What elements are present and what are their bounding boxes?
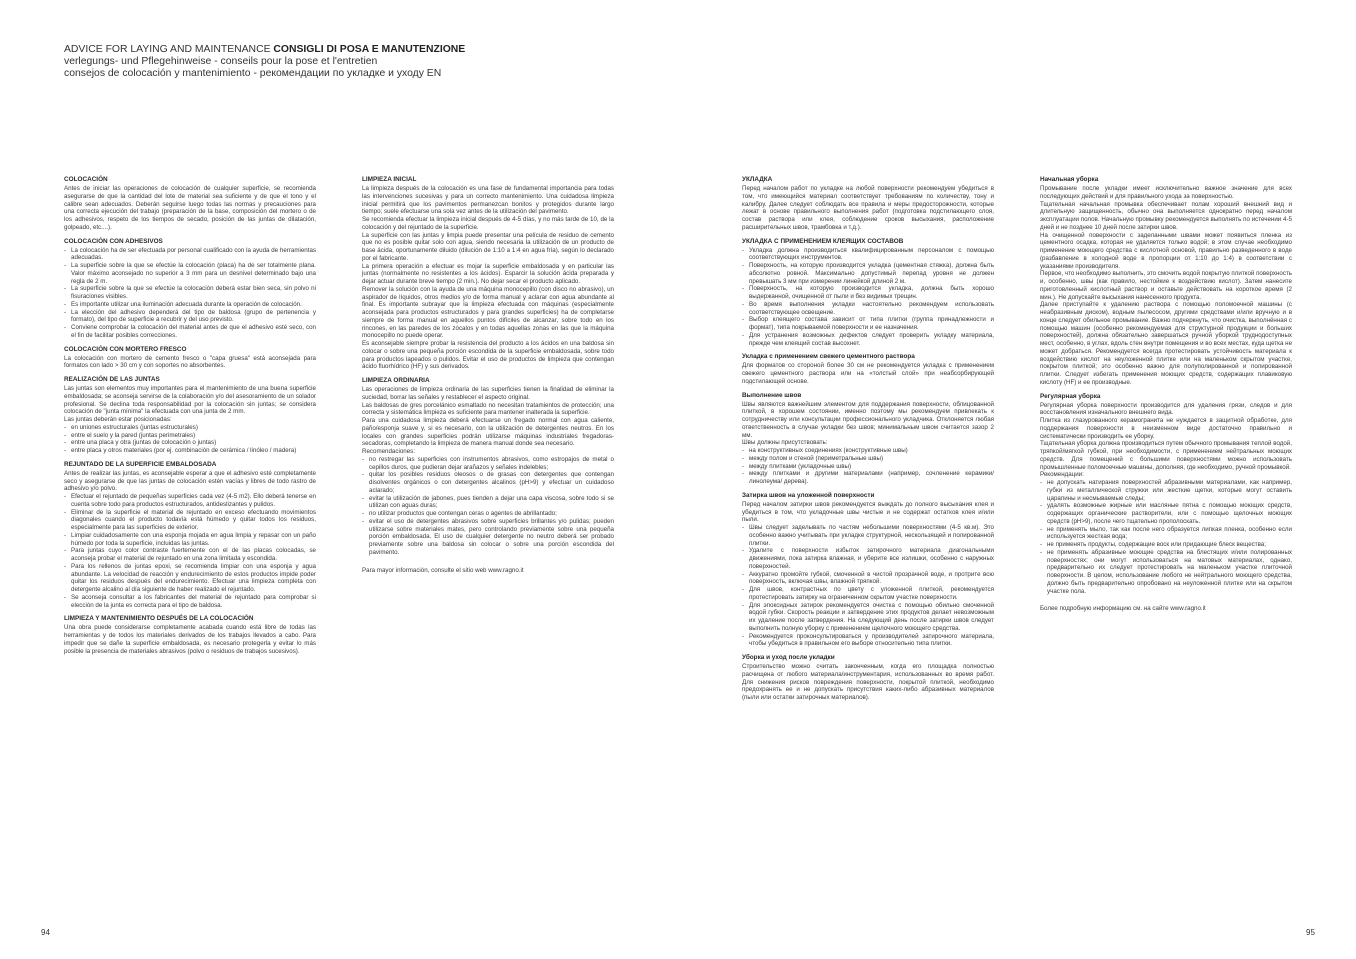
section — [362, 377, 614, 557]
section — [742, 492, 994, 648]
section-paragraph: Швы должны присутствовать: — [742, 439, 828, 447]
section-title: УКЛАДКА — [742, 176, 773, 183]
section-title: УКЛАДКА С ПРИМЕНЕНИЕМ КЛЕЯЩИХ СОСТАВОВ — [742, 237, 904, 245]
section-paragraph: Remover la solución con la ayuda de una máquina monocepillo (con disco no abrasivo), un aspirador de líquidos, otros medios y/o de forma manual y aclarar con agua abundante al final. Es importante subrayar que la limpieza efectuada con máquinas (especialmente aconsejada para productos estructurados y para grandes superficies) ha de completarse siempre de forma manual en aquellos puntos difíciles de alcanzar, sobre todo en los rincones, en las paredes de los zócalos y en todas aquellas zonas en las que la máquina monocepillo no puede operar. — [362, 285, 614, 340]
bullet-list — [742, 447, 994, 486]
bullet-list — [64, 424, 316, 455]
section-paragraph: Para una cuidadosa limpieza deberá efectuarse un fregado normal con agua caliente, paño/esponja suave y, si es necesario, con la utilización de detergentes neutros. En los locales con grandes superficies podrán utilizarse máquinas industriales fregadoras-secadoras, completando la limpieza de manera manual donde sea necesario. — [362, 417, 614, 448]
column-es-left — [64, 176, 316, 661]
bullet-list — [1040, 479, 1292, 595]
section-paragraph: Antes de iniciar las operaciones de colocación de cualquier superficie, se recomienda asegurarse de que la cantidad del lote de material sea suficiente y de que el tono y el calibre sean adecuados. Deberán seguirse luego todas las normas y precauciones para una correcta ejecución del trabajo (preparación de la base, composición del mortero o de los adhesivos, respeto de los tiempos de secado, posición de las juntas de dilatación, golpeado, etc....). — [64, 185, 316, 231]
section-paragraph: Una obra puede considerarse completamente acabada cuando está libre de todas las herramientas y de todos los materiales derivados de los trabajos llevados a cabo. Para impedir que se dañe la superficie embaldosada, es necesario protegerla y evitar lo más posible la presencia de materiales abrasivos (polvo o residuos de trabajos sucesivos). — [64, 624, 316, 655]
section-title: Укладка с применением свежего цементного раствора — [742, 353, 915, 361]
website-note: Более подробную информацию см. на сайте www.ragno.it — [1040, 605, 1206, 613]
list-item: - не применять продукты, содержащие воск или придающие блеск вещества; — [1040, 541, 1292, 549]
section-paragraph: Тщательная уборка должна производиться путем обычного промывания теплой водой, тряпкой/мягкой губкой, при необходимости, с применением нейтральных моющих средств. Для помещений с большими поверхностями можно использовать промышленные поломоечные машины, дополняя, где необходимо, ручной промывкой. — [1040, 440, 1292, 471]
list-item: - La colocación ha de ser efectuada por personal cualificado con la ayuda de herramientas adecuadas. — [64, 247, 316, 263]
list-item: - Efectuar el rejuntado de pequeñas superficies cada vez (4-5 m2). Ello deberá tenerse en cuenta sobre todo para productos estructurados, antideslizantes y pulidos. — [64, 493, 316, 509]
section-paragraph: La colocación con mortero de cemento fresco o "capa gruesa" está aconsejada para formatos con lado > 30 cm y con soportes no absorbentes. — [64, 354, 316, 370]
list-item: - между плитками и другими материалами (например, сочленение керамики/линолеума/ дерева). — [742, 470, 994, 486]
section — [742, 654, 994, 702]
section-paragraph: Es aconsejable siempre probar la resistencia del producto a los ácidos en una baldosa sin colocar o sobre una pequeña porción escondida de la superficie embaldosada, sobre todo para productos lapeados o pulidos. Evitar el uso de productos de limpieza que contengan ácido fluorhídrico (HF) y sus derivados. — [362, 340, 614, 371]
section-title: Выполнение швов — [742, 391, 802, 399]
list-item: - Для устранения возможных дефектов следует проверить укладку материала, прежде чем клеящий состав высохнет. — [742, 332, 994, 348]
header-subtitle-es-ru: consejos de colocación y mantenimiento - рекомендации по укладке и уходу EN — [64, 68, 442, 79]
list-item: - между плитками (укладочные швы) — [742, 463, 994, 471]
section-paragraph: Швы являются важнейшим элементом для поддержания поверхности, облицованной плиткой, в хорошем состоянии, именно поэтому мы рекомендуем привлекать к сотрудничеству или консультации профессионального укладчика. Отклоняется любая ответственность в случае укладки без швов; минимальным швом считается зазор 2 мм. — [742, 400, 994, 439]
section — [742, 353, 994, 385]
section-paragraph: На очищенной поверхности с заделанными швами может появиться пленка из цементного осадка, которая не удаляется только водой; в этом случае необходимо применение моющего средства с кислотной основой, правильно разведенного в воде (разбавление в холодной воде в пропорции от 1:10 до 1:4) в соответствии с указаниями производителя. — [1040, 231, 1292, 270]
list-item: - Eliminar de la superficie el material de rejuntado en exceso efectuando movimientos diagonales cuando el producto todavía está húmedo y quitar todos los residuos, especialmente para las superficies de exterior. — [64, 509, 316, 532]
section-paragraph: Для форматов со стороной более 30 см не рекомендуется укладка с применением свежего цементного раствора или на «толстый слой» при неабсорбирующей подстилающей основе. — [742, 362, 994, 385]
section — [742, 176, 994, 232]
section — [64, 615, 316, 655]
list-item: - на конструктивных соединениях (конструктивные швы) — [742, 447, 994, 455]
list-item: - Для эпоксидных затирок рекомендуется очистка с помощью обильно смоченной водой губки. Скорость реакции и затвердение этих продуктов делает невозможным их удаление после затвердения. На следующий день после затирки швов следует выполнить полную уборку с применением щелочного моющего средства. — [742, 602, 994, 633]
list-item: - Укладка должна производиться квалифицированным персоналом с помощью соответствующих инструментов. — [742, 247, 994, 263]
section-title: REALIZACIÓN DE LAS JUNTAS — [64, 376, 160, 383]
section-paragraph: La superficie con las juntas y limpia puede presentar una película de residuo de cemento que no es posible quitar solo con agua, siendo necesaria la utilización de un producto de base ácida, oportunamente diluido (dilución de 1:10 a 1:4 en agua fría), según lo declarado por el fabricante. — [362, 231, 614, 262]
column-ru-left — [742, 176, 994, 708]
list-item: - no utilizar productos que contengan ceras o agentes de abrillantado; — [362, 510, 614, 518]
document-header — [64, 44, 764, 80]
section-paragraph: Плитка из глазурованного керамогранита не нуждается в защитной обработке, для поддержания поверхности в неизменном виде достаточно правильно и систематически производить ее уборку. — [1040, 417, 1292, 440]
list-item: - Выбор клеящего состава зависит от типа плитки (группа принадлежности и формат), типа покрываемой поверхности и ее назначения. — [742, 316, 994, 332]
section-paragraph: Recomendaciones: — [362, 448, 415, 455]
list-item: - evitar la utilización de jabones, pues tienden a dejar una capa viscosa, sobre todo si se utilizan con aguas duras; — [362, 495, 614, 511]
section-paragraph: Первое, что необходимо выполнить, это смочить водой покрытую плиткой поверхность и, особенно, швы (как правило, нестойкие к воздействию кислот). Затем нанесите приготовленный кислотный раствор и оставьте действовать на короткое время (2 мин.). Не допускайте высыхания нанесенного продукта. — [1040, 270, 1292, 301]
list-item: - Поверхность, на которую производится укладка, должна быть хорошо выдержанной, очищенной от пыли и без видимых трещин. — [742, 285, 994, 301]
list-item: - не применять мыло, так как после него образуется липкая пленка, особенно если используется жесткая вода; — [1040, 526, 1292, 542]
bullet-list — [64, 247, 316, 340]
header-title — [64, 44, 764, 56]
list-item: - не применять абразивные моющие средства на блестящих и/или полированных поверхностях; они могут использоваться на матовых материалах, однако, предварительно их следует протестировать на маленьком участке плиточной поверхности. В целом, использование любого не нейтрального моющего средства, должно быть предварительно опробовано на неуложенной плитке или на скрытом участке пола. — [1040, 549, 1292, 596]
section — [64, 461, 316, 610]
section — [1040, 393, 1292, 596]
section-paragraph: Antes de realizar las juntas, es aconsejable esperar a que el adhesivo esté completamente seco y asegurarse de que las juntas de colocación estén vacías y libres de todo rastro de adhesivo y/o polvo. — [64, 469, 316, 493]
section-title: COLOCACIÓN CON MORTERO FRESCO — [64, 345, 187, 353]
section-paragraph: Las baldosas de gres porcelánico esmaltado no necesitan tratamientos de protección; una correcta y sistemática limpieza es suficiente para mantener inalterada la superficie. — [362, 401, 614, 417]
list-item: - Para juntas cuyo color contraste fuertemente con el de las placas colocadas, se aconseja probar el material de rejuntado en una zona limitada y escondida. — [64, 547, 316, 563]
section — [64, 376, 316, 455]
header-title-plain: ADVICE FOR LAYING AND MAINTENANCE — [64, 44, 274, 55]
list-item: - Для швов, контрастных по цвету с уложенной плиткой, рекомендуется протестировать затирку на ограниченном скрытом участке поверхности. — [742, 586, 994, 602]
list-item: - Удалите с поверхности избыток затирочного материала диагональными движениями, пока затирка влажная, и уберите все излишки, особенно с наружных поверхностей. — [742, 547, 994, 570]
list-item: - Para los rellenos de juntas epoxi, se recomienda limpiar con una esponja y agua abundante. La velocidad de reacción y endurecimiento de estos productos impide poder quitar los residuos después del endurecimiento. Efectuar una limpieza completa con detergente alcalino al día siguiente de haber realizado el rejuntado. — [64, 563, 316, 594]
list-item: - Es importante utilizar una iluminación adecuada durante la operación de colocación. — [64, 301, 316, 309]
section-paragraph: Las operaciones de limpieza ordinaria de las superficies tienen la finalidad de eliminar la suciedad, borrar las señales y restablecer el aspecto original. — [362, 386, 614, 401]
section-paragraph: Las juntas son elementos muy importantes para el mantenimiento de una buena superficie embaldosada; se aconseja servirse de la colaboración y/o del asesoramiento de un solador profesional. Se declina toda responsabilidad por la colocación sin juntas; se considera colocación de "junta mínima" la efectuada con una junta de 2 mm. — [64, 385, 316, 416]
column-es-right — [362, 176, 614, 574]
bullet-list — [64, 493, 316, 609]
list-item: - La superficie sobre la que se efectúe la colocación deberá estar bien seca, sin polvo ni fisuraciones visibles. — [64, 285, 316, 301]
list-item: - quitar los posibles residuos oleosos o de grasas con detergentes que contengan disolventes orgánicos o con detergentes alcalinos (pH>9) y efectuar un cuidadoso aclarado; — [362, 471, 614, 494]
header-title-bold: CONSIGLI DI POSA E MANUTENZIONE — [273, 44, 466, 55]
section-paragraph: Перед началом работ по укладке на любой поверхности рекомендуем убедиться в том, что имеющийся материал соответствует требованиям по количеству, тону и калибру. Далее следует соблюдать все правила и меры предосторожности, которые лежат в основе правильного выполнения работ (подготовка подстилающего слоя, состав раствора или клея, соблюдение сроков высыхания, расположение расширительных швов, трамбовка и т.д.). — [742, 185, 994, 231]
section-title: LIMPIEZA Y MANTENIMIENTO DESPUÉS DE LA COLOCACIÓN — [64, 615, 254, 623]
section — [64, 238, 316, 340]
section-paragraph: Тщательная начальная промывка обеспечивает полам хороший внешний вид и длительную защищенность, обычно она выполняется однократно перед началом эксплуатации полов. Начальную промывку рекомендуется выполнять по истечении 4-5 дней и не позднее 10 дней после затирки швов. — [1040, 200, 1292, 231]
section-paragraph: Регулярная уборка поверхности производится для удаления грязи, следов и для восстановления изначального внешнего вида. — [1040, 401, 1292, 417]
section-title: LIMPIEZA INICIAL — [362, 176, 417, 183]
section-title: COLOCACIÓN CON ADHESIVOS — [64, 237, 163, 245]
page-number-right: 95 — [1306, 928, 1315, 937]
list-item: - Во время выполнения укладки настоятельно рекомендуем использовать соответствующее освещение. — [742, 301, 994, 317]
section-title: REJUNTADO DE LA SUPERFICIE EMBALDOSADA — [64, 460, 217, 468]
list-item: - между полом и стеной (периметральные швы) — [742, 455, 994, 463]
section — [64, 346, 316, 371]
list-item: - La elección del adhesivo dependerá del tipo de baldosa (grupo de pertenencia y formato), del tipo de superficie a recubrir y del uso previsto. — [64, 309, 316, 325]
list-item: - Conviene comprobar la colocación del material antes de que el adhesivo esté seco, con el fin de facilitar posibles correcciones. — [64, 324, 316, 340]
website-note: Para mayor información, consulte el sitio web www.ragno.it — [362, 566, 524, 574]
section-title: Регулярная уборка — [1040, 392, 1101, 400]
list-item: - не допускать натирания поверхностей абразивными материалами, как например, губки из металлической стружки или жесткие щетки, которые могут оставить царапины и несмываемые следы; — [1040, 479, 1292, 502]
section-paragraph: Las juntas deberán estar posicionadas: — [64, 416, 172, 423]
list-item: - удалять возможные жирные или масляные пятна с помощью моющих средств, содержащих органические растворители, или с помощью щелочных моющих средств (pH>9), после чего тщательно прополоскать. — [1040, 502, 1292, 525]
section-paragraph: Рекомендации: — [1040, 471, 1084, 479]
list-item: - La superficie sobre la que se efectúe la colocación (placa) ha de ser totalmente plana. Valor máximo aconsejado no superior a 3 mm para un desnivel determinado bajo una regla de 2 m. — [64, 262, 316, 285]
list-item: - Se aconseja consultar a los fabricantes del material de rejuntado para comprobar si elección de la junta es correcta para el tipo de baldosa. — [64, 594, 316, 610]
bullet-list — [362, 456, 614, 557]
list-item: - Аккуратно промойте губкой, смоченной в чистой прозрачной воде, и протрите всю поверхность, включая швы, влажной тряпкой. — [742, 571, 994, 587]
section — [742, 238, 994, 348]
section — [64, 176, 316, 232]
list-item: - entre placa y otros materiales (por ej. combinación de cerámica / linóleo / madera) — [64, 447, 316, 455]
list-item: - no restregar las superficies con instrumentos abrasivos, como estropajos de metal o cepillos duros, que pudieran dejar arañazos y señales indelebles; — [362, 456, 614, 472]
section-paragraph: Строительство можно считать законченным, когда его площадка полностью расчищена от любого материала/инструментария, использованных во время работ. Для снижения рисков повреждения поверхности, покрытой плиткой, необходимо предохранять ее и не допускать присутствия каких-либо абразивных материалов (пыли или остатки затирочных материалов). — [742, 663, 994, 701]
section-title: Затирка швов на уложенной поверхности — [742, 491, 875, 499]
bullet-list — [742, 524, 994, 648]
list-item: - entre una placa y otra (juntas de colocación o juntas) — [64, 439, 316, 447]
section-paragraph: Se recomienda efectuar la limpieza inicial después de 4-5 días, y no más tarde de 10, de la colocación y del rejuntado de la superficie. — [362, 216, 614, 231]
list-item: - entre el suelo y la pared (juntas perimetrales) — [64, 432, 316, 440]
section — [362, 176, 614, 371]
list-item: - Рекомендуется проконсультироваться у производителей затирочного материала, чтобы убедиться в правильном его выборе относительно типа плитки. — [742, 633, 994, 649]
section-paragraph: Перед началом затирки швов рекомендуется выждать до полного высыхания клея и убедиться в том, что укладочные швы чистые и не содержат остатков клея и/или пыли. — [742, 500, 994, 524]
section-title: Уборка и уход после укладки — [742, 654, 835, 661]
section — [1040, 176, 1292, 387]
section-title: Начальная уборка — [1040, 176, 1099, 183]
section-paragraph: La limpieza después de la colocación es una fase de fundamental importancia para todas las intervenciones sucesivas y para un correcto mantenimiento. Una cuidadosa limpieza inicial permitirá que los pavimentos permanezcan bonitos y protegidos durante largo tiempo; suele efectuarse una sola vez antes de la utilización del pavimento. — [362, 185, 614, 216]
section — [742, 392, 994, 486]
column-ru-right — [1040, 176, 1292, 613]
page-number-left: 94 — [41, 928, 50, 937]
list-item: - Поверхность, на которую производится укладка (цементная стяжка), должна быть абсолютно ровной. Максимально допустимый перепад уровня не должен превышать 3 мм при измерении линейкой длиной 2 м. — [742, 262, 994, 285]
bullet-list — [742, 247, 994, 348]
header-subtitle-de-fr: verlegungs- und Pflegehinweise - conseils pour la pose et l'entretien — [64, 56, 378, 67]
section-title: LIMPIEZA ORDINARIA — [362, 377, 430, 384]
list-item: - evitar el uso de detergentes abrasivos sobre superficies brillantes y/o pulidas; pueden utilizarse sobre materiales mates, pero controlando previamente sobre una pequeña porción embaldosada. El uso de cualquier detergente no neutro deberá ser probado previamente sobre una baldosa sin colocar o sobre una porción escondida del pavimento. — [362, 518, 614, 557]
section-title: COLOCACIÓN — [64, 176, 108, 183]
section-paragraph: La primera operación a efectuar es mojar la superficie embaldosada y en particular las juntas (normalmente no resistentes a los ácidos). Esparcir la solución ácida preparada y dejar actuar durante breve tiempo (2 min.). No dejar secar el producto aplicado. — [362, 262, 614, 285]
list-item: - Limpiar cuidadosamente con una esponja mojada en agua limpia y repasar con un paño húmedo por toda la superficie, incluidas las juntas. — [64, 532, 316, 548]
list-item: - Швы следует заделывать по частям небольшими поверхностями (4-5 кв.м). Это особенно важно учитывать при укладке структурной, нескользящей и полированной плитки. — [742, 524, 994, 547]
section-paragraph: Промывание после укладки имеет исключительно важное значение для всех последующих действий и для правильного ухода за поверхностью. — [1040, 185, 1292, 200]
section-paragraph: Далее приступайте к удалению раствора с помощью поломоечной машины (с неабразивным диском), водным пылесосом, другими средствами и/или вручную и в конце следует обильное промывание. Важно подчеркнуть, что очистка, выполнённая с помощью машин (особенно рекомендуемая для структурной продукции и больших поверхностей), должна обязательно завершаться ручной уборкой труднодоступных мест, особенно, в углах, вдоль стен внутри помещения и во всех местах, куда щетка не может добраться. Рекомендуется всегда протестировать устойчивость материала к воздействию кислот на неуложенной плитке или на маленьком скрытом участке, покрытом плиткой; это особенно важно для полуполированной и полированной плитки. Следует избегать применения моющих средств, содержащих плавиковую кислоту (HF) и ее производные. — [1040, 301, 1293, 386]
list-item: - en uniones estructurales (juntas estructurales) — [64, 424, 316, 432]
